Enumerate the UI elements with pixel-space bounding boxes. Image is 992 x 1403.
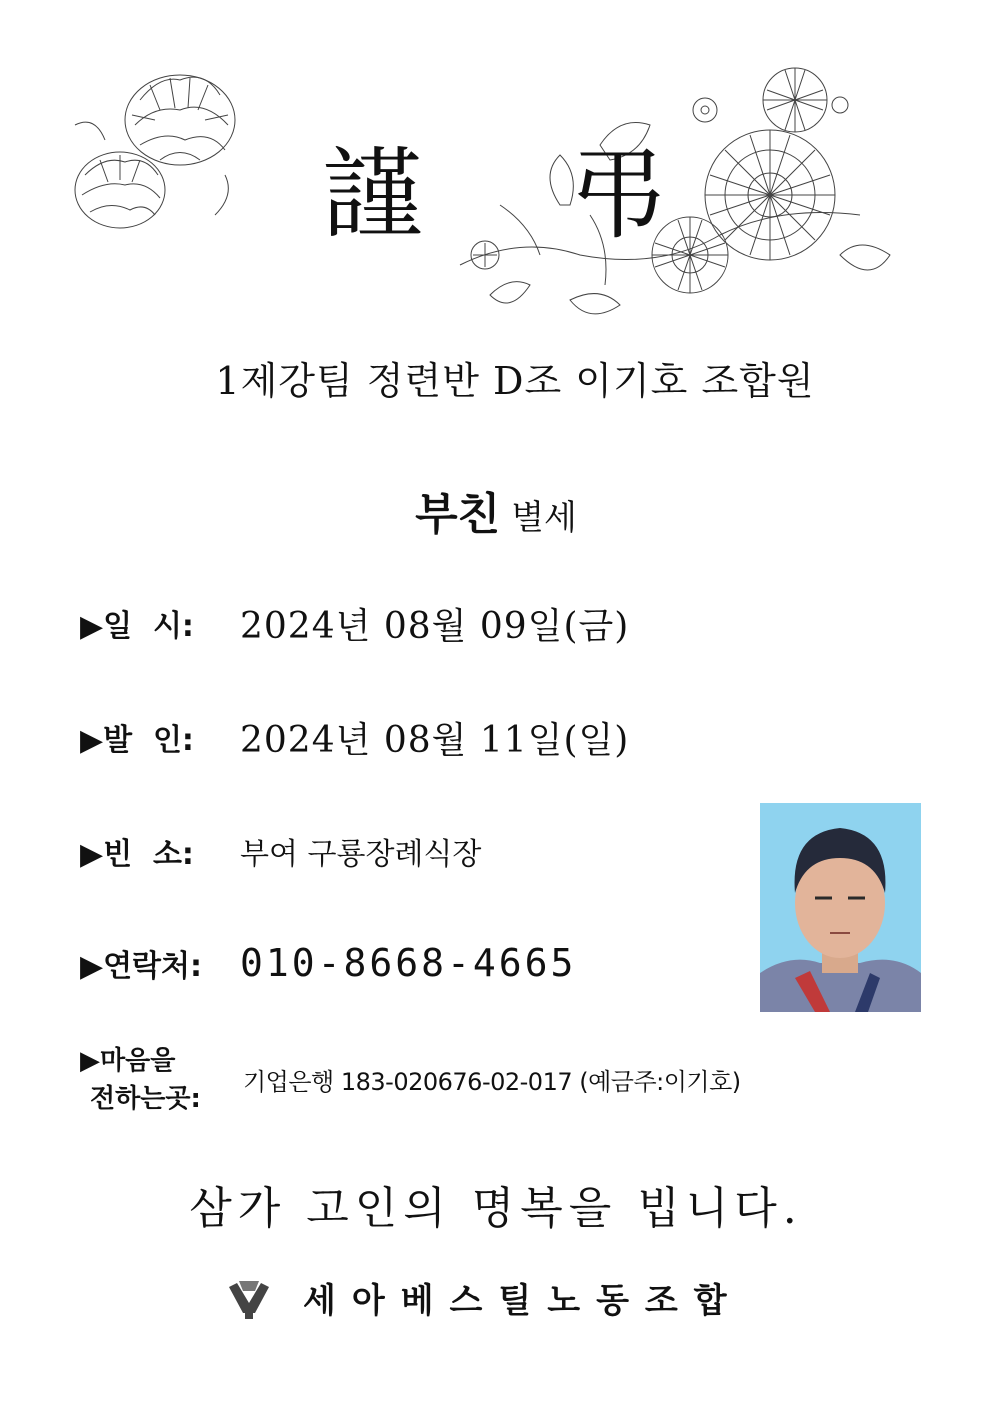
funeral-place-value: 부여 구룡장례식장 [240,837,482,872]
account-number: 기업은행 183-020676-02-017 (예금주:이기호) [243,1068,741,1096]
date-of-death-row [80,598,629,648]
union-hands-icon [225,1273,273,1321]
relation-line [0,478,992,542]
date-of-death-value: 2024년 08월 09일(금) [240,605,630,647]
funeral-date-label: ▶발 인: [80,723,194,758]
organization-signature [225,1272,743,1322]
relation-status: 별세 [511,498,577,538]
contact-row [80,938,576,988]
contact-phone: 010-8668-4665 [240,941,577,985]
account-label-line1: ▶마음을 [80,1046,176,1076]
title-char-mourn: 謹 [322,136,422,253]
funeral-place-label: ▶빈 소: [80,837,194,872]
account-label-line2: 전하는곳: [90,1084,201,1114]
relation-person: 부친 [415,489,501,540]
page-title [0,135,992,265]
date-of-death-label: ▶일 시: [80,609,194,644]
funeral-place-row [80,826,481,876]
recipient-line: 1제강팀 정련반 D조 이기호 조합원 [215,359,815,403]
contact-label: ▶연락처: [80,949,203,984]
funeral-date-value: 2024년 08월 11일(일) [240,719,630,761]
portrait-photo [760,803,921,1012]
organization-name: 세아베스틸노동조합 [303,1280,743,1321]
closing-message: 삼가 고인의 명복을 빕니다. [189,1183,803,1234]
funeral-date-row [80,712,629,762]
title-char-condolence: 弔 [568,136,668,253]
account-label [80,1042,201,1118]
